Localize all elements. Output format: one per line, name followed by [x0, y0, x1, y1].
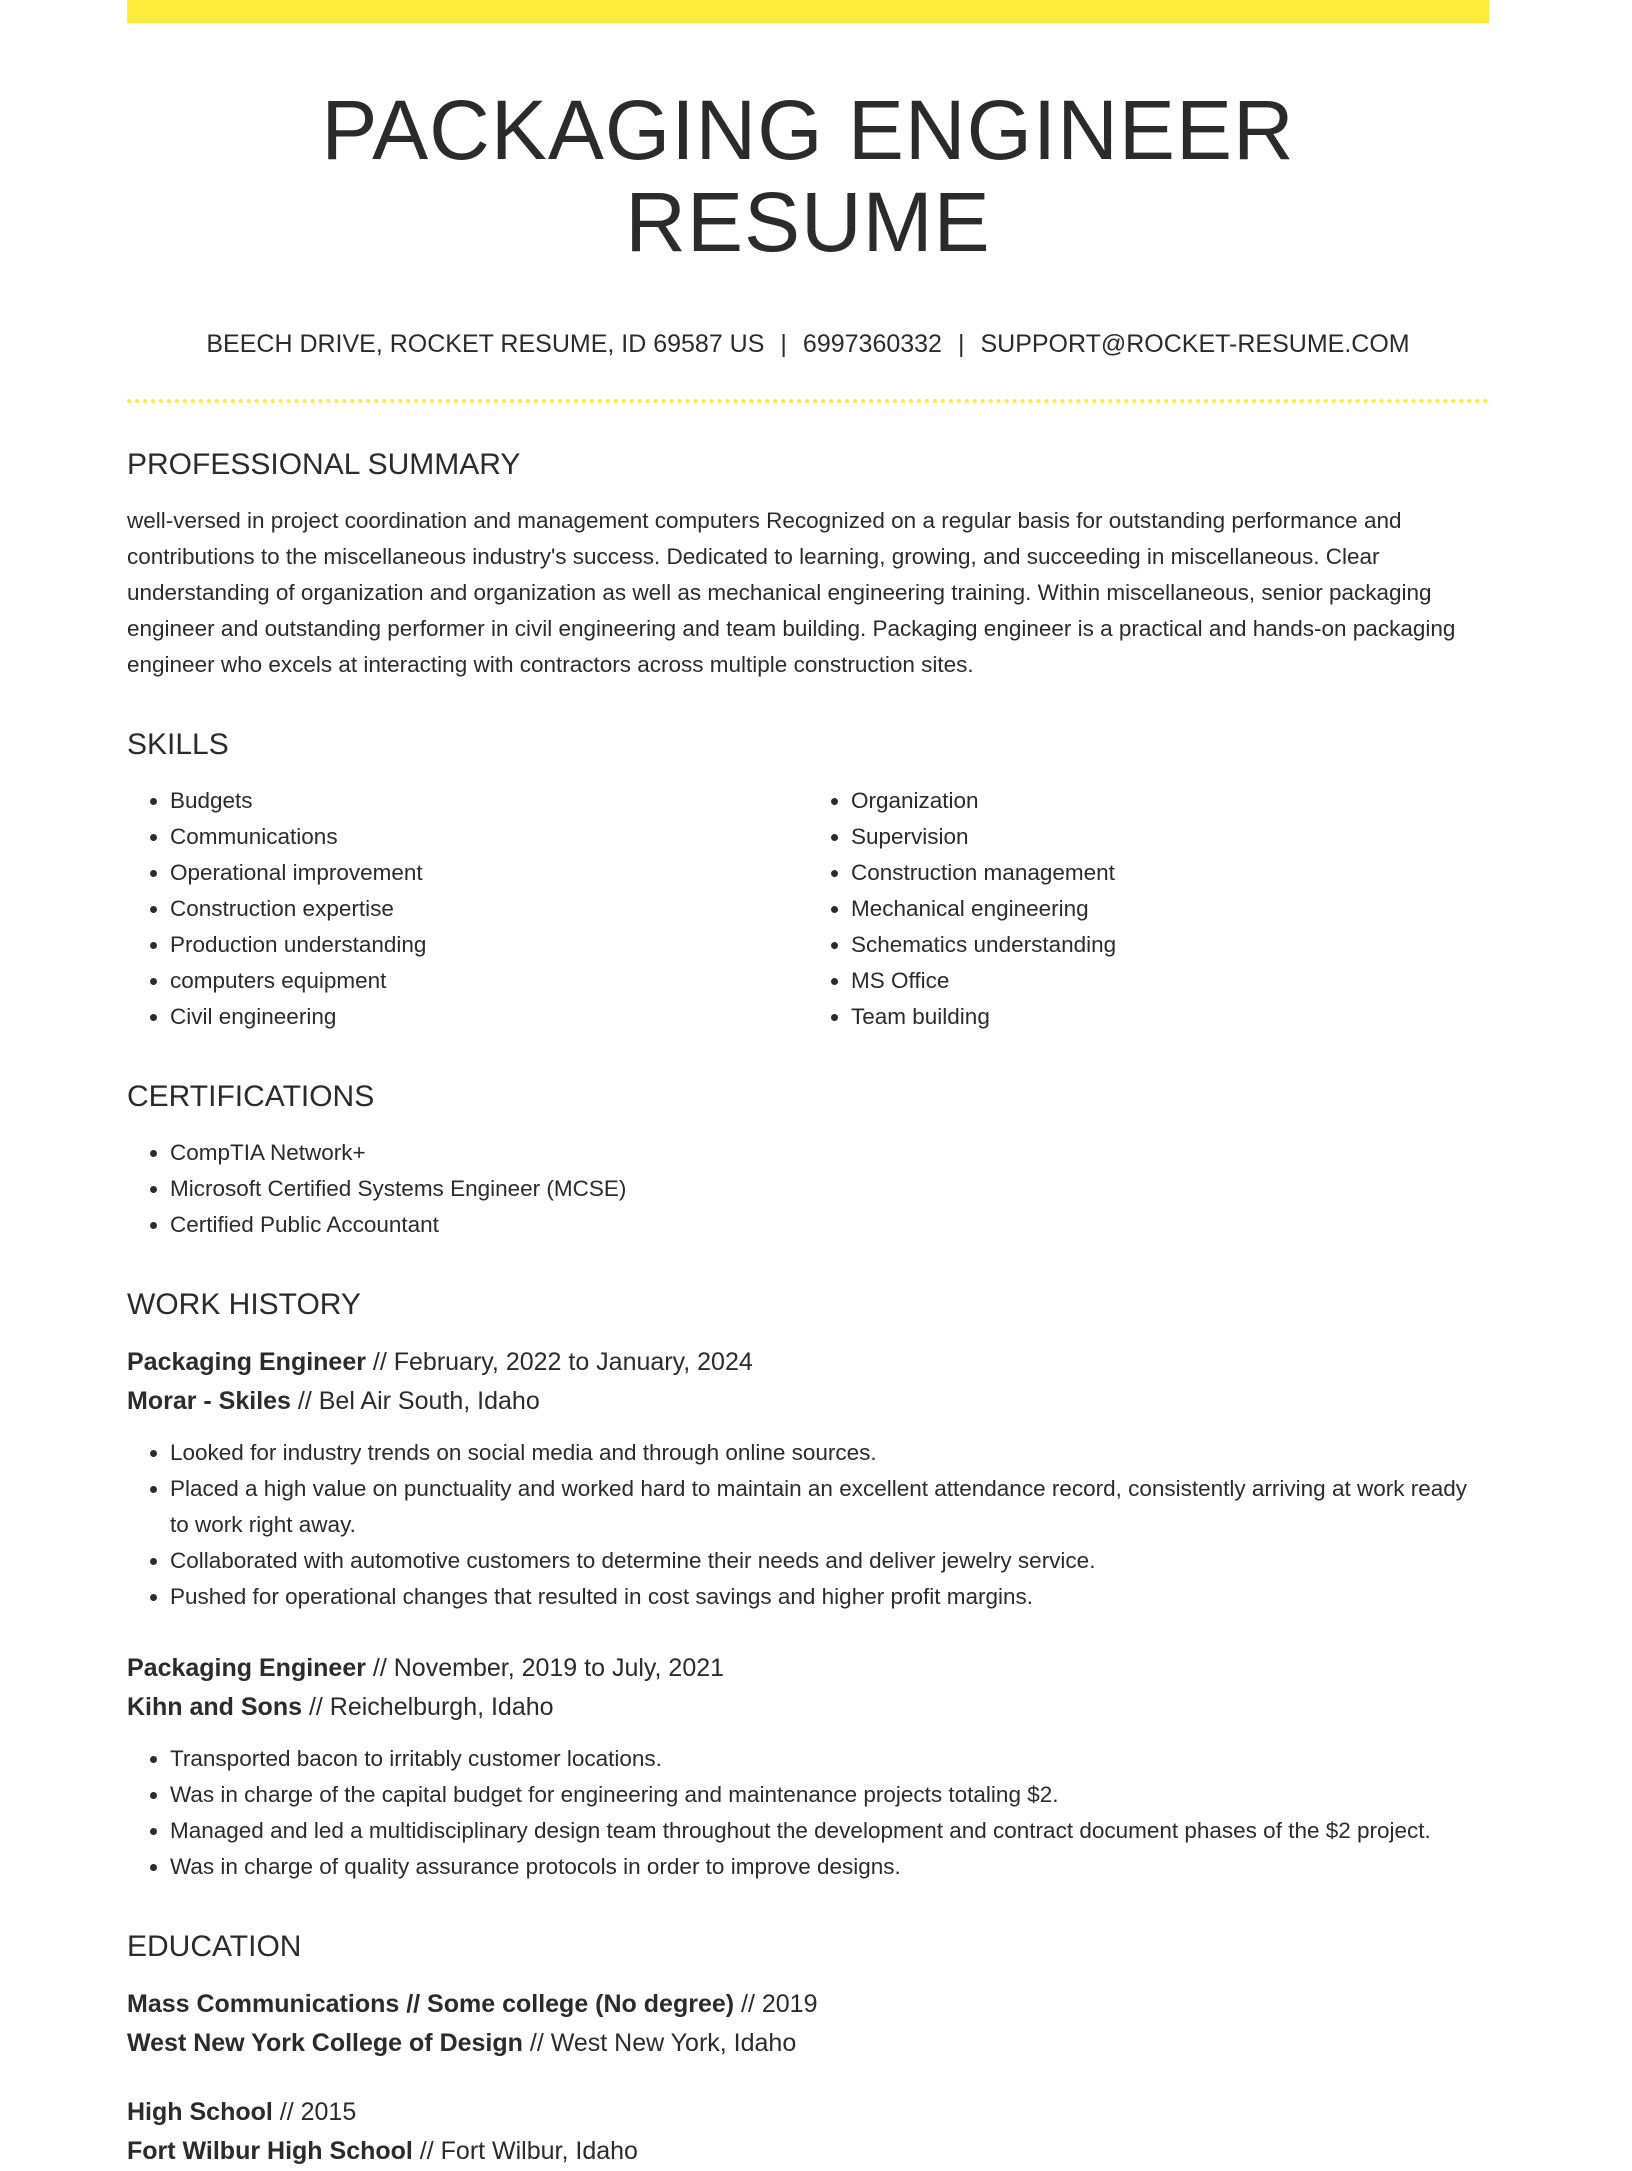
- contact-separator: |: [957, 329, 965, 358]
- job-company-line: [127, 1688, 1489, 1727]
- job-bullet: • Transported bacon to irritably customer locations.: [170, 1741, 1489, 1777]
- education-school-line: [127, 2132, 1489, 2171]
- contact-address: BEECH DRIVE, ROCKET RESUME, ID 69587 US: [206, 329, 765, 358]
- certifications-section: [127, 1079, 1489, 1243]
- certification-item: • CompTIA Network+: [170, 1135, 1489, 1171]
- skill-item: • Budgets: [170, 783, 808, 819]
- education-degree: High School: [127, 2097, 273, 2126]
- contact-email: SUPPORT@ROCKET-RESUME.COM: [980, 329, 1410, 358]
- job-bullet: • Was in charge of quality assurance protocols in order to improve designs.: [170, 1849, 1489, 1885]
- skill-item: • computers equipment: [170, 963, 808, 999]
- job-dates: // November, 2019 to July, 2021: [365, 1653, 725, 1682]
- job-location: // Bel Air South, Idaho: [290, 1386, 540, 1415]
- skill-item: • Operational improvement: [170, 855, 808, 891]
- education-degree-line: [127, 2093, 1489, 2132]
- job-company: Morar - Skiles: [127, 1386, 291, 1415]
- job-bullet: • Was in charge of the capital budget for engineering and maintenance projects totaling $2.: [170, 1777, 1489, 1813]
- skill-item: • Schematics understanding: [851, 927, 1489, 963]
- job-entry: [127, 1649, 1489, 1885]
- education-section: [127, 1929, 1489, 2171]
- resume-page: [127, 0, 1489, 2171]
- education-entry: [127, 2093, 1489, 2171]
- job-title-line: [127, 1343, 1489, 1382]
- contact-separator: |: [780, 329, 787, 358]
- skills-section: [127, 727, 1489, 1035]
- accent-top-bar: [127, 0, 1489, 23]
- education-degree-line: [127, 1985, 1489, 2024]
- skills-list-left: [127, 783, 808, 1035]
- education-year: // 2019: [734, 1989, 818, 2018]
- contact-phone: 6997360332: [802, 329, 942, 358]
- job-bullet: • Pushed for operational changes that resulted in cost savings and higher profit margins.: [170, 1579, 1489, 1615]
- skill-item: • Supervision: [851, 819, 1489, 855]
- education-location: // Fort Wilbur, Idaho: [412, 2136, 638, 2165]
- skill-item: • Communications: [170, 819, 808, 855]
- section-heading-certifications: CERTIFICATIONS: [127, 1079, 375, 1113]
- skill-item: • Team building: [851, 999, 1489, 1035]
- job-entry: [127, 1343, 1489, 1615]
- education-school: Fort Wilbur High School: [127, 2136, 413, 2165]
- certification-item: • Certified Public Accountant: [170, 1207, 1489, 1243]
- education-entry: [127, 1985, 1489, 2063]
- dotted-divider: [127, 399, 1489, 403]
- job-bullet: • Placed a high value on punctuality and worked hard to maintain an excellent attendance record, consistently arriving at work ready to work right away.: [170, 1471, 1489, 1543]
- job-dates: // February, 2022 to January, 2024: [365, 1347, 753, 1376]
- education-school-line: [127, 2024, 1489, 2063]
- job-location: // Reichelburgh, Idaho: [302, 1692, 554, 1721]
- summary-text: well-versed in project coordination and management computers Recognized on a regular basis for outstanding performance and contributions to the miscellaneous industry's success. Dedicated to learning, growing, and succeeding in miscellaneous. Clear understanding of organization and organization as well as mechanical engineering training. Within miscellaneous, senior packaging engineer and outstanding performer in civil engineering and team building. Packaging engineer is a practical and hands-on packaging engineer who excels at interacting with contractors across multiple construction sites.: [127, 507, 1456, 677]
- skill-item: • Mechanical engineering: [851, 891, 1489, 927]
- job-title-line: [127, 1649, 1489, 1688]
- work-history-section: [127, 1287, 1489, 1885]
- education-year: // 2015: [272, 2097, 357, 2126]
- contact-line: [127, 329, 1489, 359]
- job-bullets: [127, 1435, 1489, 1615]
- section-heading-summary: PROFESSIONAL SUMMARY: [127, 447, 521, 481]
- certifications-list: [127, 1135, 1489, 1243]
- job-bullets: [127, 1741, 1489, 1885]
- skill-item: • Organization: [851, 783, 1489, 819]
- job-company: Kihn and Sons: [127, 1692, 302, 1721]
- section-heading-education: EDUCATION: [127, 1929, 302, 1963]
- job-bullet: • Looked for industry trends on social media and through online sources.: [170, 1435, 1489, 1471]
- certification-item: • Microsoft Certified Systems Engineer (MCSE): [170, 1171, 1489, 1207]
- resume-title: PACKAGING ENGINEER RESUME: [321, 83, 1295, 270]
- education-degree: Mass Communications // Some college (No degree): [127, 1989, 735, 2018]
- section-heading-skills: SKILLS: [127, 727, 229, 761]
- skill-item: • Production understanding: [170, 927, 808, 963]
- education-school: West New York College of Design: [127, 2028, 523, 2057]
- skill-item: • Civil engineering: [170, 999, 808, 1035]
- job-title: Packaging Engineer: [127, 1347, 366, 1376]
- skills-grid: [127, 783, 1489, 1035]
- skill-item: • MS Office: [851, 963, 1489, 999]
- skill-item: • Construction management: [851, 855, 1489, 891]
- skills-list-right: [808, 783, 1489, 1035]
- section-heading-work-history: WORK HISTORY: [127, 1287, 361, 1321]
- skill-item: • Construction expertise: [170, 891, 808, 927]
- job-bullet: • Managed and led a multidisciplinary design team throughout the development and contract document phases of the $2 project.: [170, 1813, 1489, 1849]
- education-location: // West New York, Idaho: [522, 2028, 797, 2057]
- job-title: Packaging Engineer: [127, 1653, 366, 1682]
- job-bullet: • Collaborated with automotive customers to determine their needs and deliver jewelry service.: [170, 1543, 1489, 1579]
- professional-summary-section: [127, 447, 1489, 683]
- job-company-line: [127, 1382, 1489, 1421]
